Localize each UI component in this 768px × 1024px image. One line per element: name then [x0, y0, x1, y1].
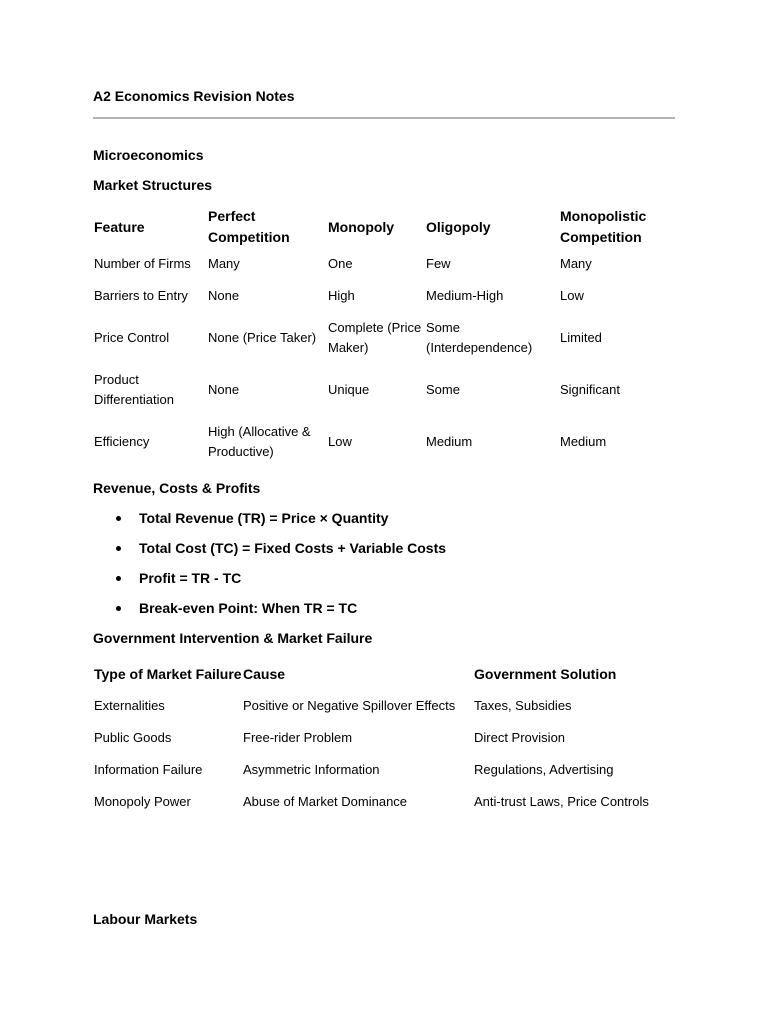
- table-cell: Some (Interdependence): [426, 320, 533, 355]
- table-cell: Asymmetric Information: [243, 762, 380, 777]
- list-item: Break-even Point: When TR = TC: [93, 598, 675, 618]
- table-cell: Price Control: [94, 330, 170, 345]
- heading-revenue-costs-profits: Revenue, Costs & Profits: [93, 480, 261, 496]
- table-row: [93, 364, 675, 416]
- table-cell: Low: [560, 288, 584, 303]
- table-cell: None: [208, 382, 240, 397]
- table-cell: Some: [426, 382, 460, 397]
- table-cell: Direct Provision: [474, 730, 566, 745]
- table-cell: Regulations, Advertising: [474, 762, 614, 777]
- market-failure-table: [93, 658, 675, 818]
- table-header-row: [93, 206, 675, 248]
- column-header: Feature: [94, 218, 145, 235]
- table-row: [93, 786, 675, 818]
- document-title: A2 Economics Revision Notes: [93, 88, 295, 104]
- table-cell: Product Differentiation: [94, 372, 174, 407]
- list-item: Total Revenue (TR) = Price × Quantity: [93, 508, 675, 528]
- formula-list: [93, 508, 675, 618]
- heading-market-structures: Market Structures: [93, 177, 213, 193]
- table-cell: Medium: [426, 434, 473, 449]
- table-cell: Significant: [560, 382, 620, 397]
- table-cell: Complete (Price Maker): [328, 320, 422, 355]
- title-divider: [93, 117, 675, 119]
- table-cell: Free-rider Problem: [243, 730, 353, 745]
- column-header: Oligopoly: [426, 218, 491, 235]
- table-row: [93, 312, 675, 364]
- column-header: Perfect Competition: [208, 208, 290, 245]
- column-header: Cause: [243, 665, 286, 682]
- table-cell: Barriers to Entry: [94, 288, 188, 303]
- table-cell: Low: [328, 434, 352, 449]
- table-cell: Abuse of Market Dominance: [243, 794, 408, 809]
- table-cell: None: [208, 288, 240, 303]
- table-cell: Number of Firms: [94, 256, 191, 271]
- heading-labour-markets: Labour Markets: [93, 911, 198, 927]
- table-cell: None (Price Taker): [208, 330, 317, 345]
- market-structures-table: [93, 206, 675, 468]
- list-item: Total Cost (TC) = Fixed Costs + Variable Costs: [93, 538, 675, 558]
- table-cell: Unique: [328, 382, 370, 397]
- heading-microeconomics: Microeconomics: [93, 147, 204, 163]
- table-header-row: [93, 658, 675, 690]
- column-header: Monopoly: [328, 218, 395, 235]
- table-cell: Medium: [560, 434, 607, 449]
- column-header: Type of Market Failure: [94, 665, 242, 682]
- table-cell: Many: [208, 256, 240, 271]
- table-row: [93, 690, 675, 722]
- table-cell: High (Allocative & Productive): [208, 424, 311, 459]
- table-cell: Limited: [560, 330, 602, 345]
- table-row: [93, 248, 675, 280]
- table-cell: Taxes, Subsidies: [474, 698, 572, 713]
- table-row: [93, 416, 675, 468]
- column-header: Monopolistic Competition: [560, 208, 647, 245]
- table-cell: Information Failure: [94, 762, 203, 777]
- document-page: [93, 86, 675, 818]
- table-cell: Many: [560, 256, 592, 271]
- table-cell: Externalities: [94, 698, 165, 713]
- table-cell: Anti-trust Laws, Price Controls: [474, 794, 649, 809]
- heading-government-intervention: Government Intervention & Market Failure: [93, 630, 373, 646]
- table-row: [93, 280, 675, 312]
- table-cell: High: [328, 288, 355, 303]
- table-cell: Medium-High: [426, 288, 504, 303]
- column-header: Government Solution: [474, 665, 617, 682]
- table-cell: Public Goods: [94, 730, 172, 745]
- table-row: [93, 722, 675, 754]
- table-cell: Efficiency: [94, 434, 150, 449]
- table-cell: Positive or Negative Spillover Effects: [243, 698, 456, 713]
- table-cell: One: [328, 256, 353, 271]
- table-row: [93, 754, 675, 786]
- table-cell: Few: [426, 256, 451, 271]
- list-item: Profit = TR - TC: [93, 568, 675, 588]
- table-cell: Monopoly Power: [94, 794, 191, 809]
